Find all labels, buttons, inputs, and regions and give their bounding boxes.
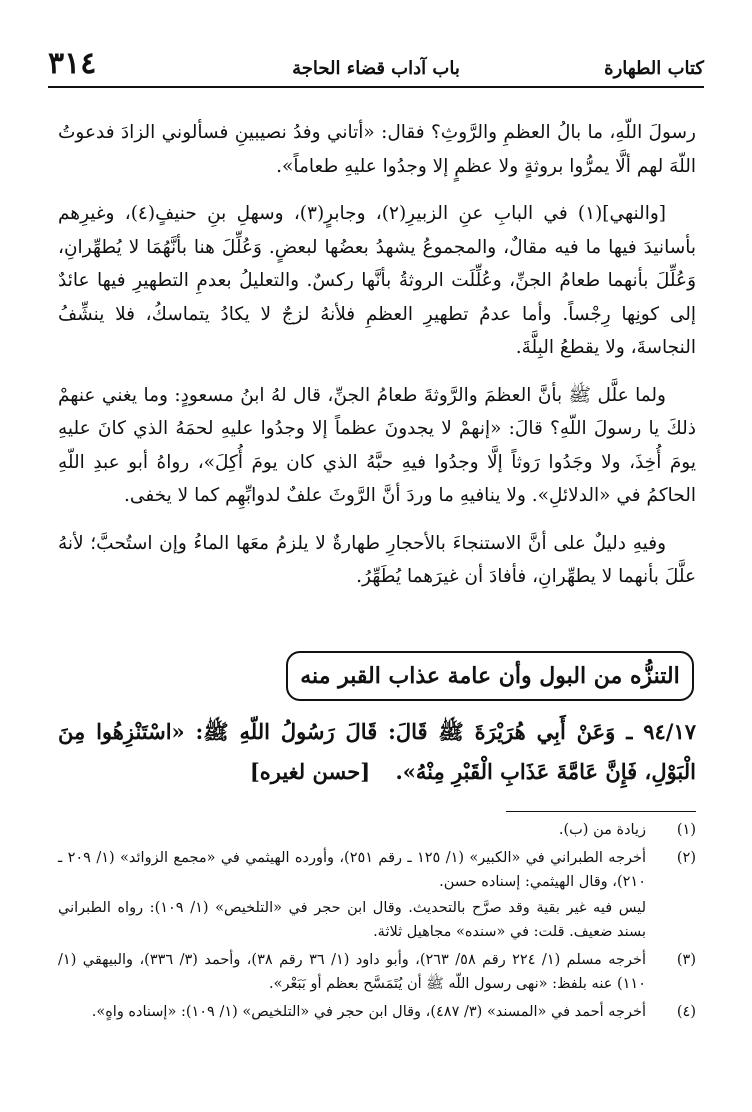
hadith-number: ٩٤/١٧ ـ — [626, 719, 697, 744]
footnote-text: أخرجه أحمد في «المسند» (٣/ ٤٨٧)، وقال ابن حجر في «التلخيص» (١/ ١٠٩): «إسناده واهٍ». — [91, 1004, 646, 1020]
hadith-block — [58, 712, 696, 792]
paragraph-2: [والنهي](١) في البابِ عنِ الزبيرِ(٢)، وجابرٍ(٣)، وسهلِ بنِ حنيفٍ(٤)، وغيرِهم بأسانيدَ فيها ما فيه مقالٌ، والمجموعُ يشهدُ بعضُها لبعضٍ. وَعُلِّلَ هنا بأنَّهُمَا لا يُطهِّرانِ، وَعُلِّلَ بأنهما طعامُ الجنِّ، وعُلِّلَت الروثةُ بأنَّها ركسٌ. والتعليلُ بعدمِ التطهيرِ فيها عائدٌ إلى كونِها رِجْساً. وأما عدمُ تطهيرِ العظمِ فلأنهُ لزجٌ لا يكادُ يتماسكُ، فلا ينشِّفُ النجاسةَ، ولا يقطعُ البِلَّةَ. — [58, 203, 696, 358]
footnotes — [58, 818, 696, 1028]
page-number: ٣١٤ — [48, 46, 97, 81]
footnote-number: (١) — [676, 822, 696, 838]
footnote-number: (٤) — [676, 1004, 696, 1020]
paragraph-1: رسولَ اللّهِ، ما بالُ العظمِ والرَّوثِ؟ فقال: «أتاني وفدُ نصيبينِ فسألوني الزادَ فدعوتُ اللّهَ لهم ألَّا يمرُّوا بروثةٍ ولا عظمٍ إلا وجدُوا عليهِ طعاماً». — [58, 122, 696, 177]
paragraph-3: ولما علَّل ﷺ بأنَّ العظمَ والرَّوثةَ طعامُ الجنِّ، قال لهُ ابنُ مسعودٍ: وما يغني عنهمْ ذلكَ يا رسولَ اللّهِ؟ قالَ: «إنهمْ لا يجدونَ عظماً إلا وجدُوا عليهِ لحمَهُ الذي كانَ عليهِ يومَ أُخِذَ، ولا وجَدُوا رَوثاً إلَّا وجدُوا فيهِ حبَّهُ الذي كان يومَ أُكِلَ»، رواهُ أبو عبدِ اللّهِ الحاكمُ في «الدلائلِ». ولا ينافيهِ ما وردَ أنَّ الرَّوثَ علفٌ لدوابِّهِم كما لا يخفى. — [58, 384, 696, 506]
section-title: التنزُّه من البول وأن عامة عذاب القبر منه — [300, 663, 680, 689]
footnote-number: (٣) — [676, 952, 696, 968]
hadith-grade: [حسن لغيره] — [249, 759, 371, 784]
footnote-4 — [58, 1000, 696, 1024]
hadith-text: وَعَنْ أَبِي هُرَيْرَةَ ﷺ قَالَ: قَالَ رَسُولُ اللّهِ ﷺ: «اسْتَنْزِهُوا مِنَ الْبَوْلِ، فَإِنَّ عَامَّةَ عَذَابِ الْقَبْرِ مِنْهُ». — [58, 719, 696, 784]
footnote-divider — [506, 811, 696, 812]
footnote-number: (٢) — [676, 850, 696, 866]
chapter-title: باب آداب قضاء الحاجة — [292, 58, 460, 79]
footnote-text: أخرجه الطبراني في «الكبير» (١/ ١٢٥ ـ رقم ٢٥١)، وأورده الهيثمي في «مجمع الزوائد» (١/ ٢٠٩ ـ ٢١٠)، وقال الهيثمي: إسناده حسن. — [58, 850, 647, 890]
footnote-text: أخرجه مسلم (١/ ٢٢٤ رقم ٥٨/ ٢٦٣)، وأبو داود (١/ ٣٦ رقم ٣٨)، وأحمد (٣/ ٣٣٦)، والبيهقي (١/ ١١٠) عنه بلفظ: «نهى رسول اللّه ﷺ أن يُتَمَسَّح بعظم أو بَبَعْر». — [58, 952, 646, 992]
footnote-3 — [58, 948, 696, 996]
book-title: كتاب الطهارة — [604, 58, 704, 79]
footnote-2 — [58, 846, 696, 944]
main-text — [58, 116, 696, 608]
section-title-box — [286, 651, 694, 701]
running-header — [48, 44, 704, 88]
footnote-continuation: ليس فيه غير بقية وقد صرَّح بالتحديث. وقال ابن حجر في «التلخيص» (١/ ١٠٩): رواه الطبراني بسند ضعيف. قلت: في «سنده» مجاهيل ثلاثة. — [58, 900, 646, 940]
footnote-1 — [58, 818, 696, 842]
paragraph-4: وفيهِ دليلٌ على أنَّ الاستنجاءَ بالأحجارِ طهارةٌ لا يلزمُ معَها الماءُ وإن استُحبَّ؛ لأنهُ علَّلَ بأنهما لا يطهِّرانِ، فأفادَ أن غيرَهما يُطَهِّرُ. — [58, 532, 696, 587]
footnote-text: زيادة من (ب). — [558, 822, 646, 838]
